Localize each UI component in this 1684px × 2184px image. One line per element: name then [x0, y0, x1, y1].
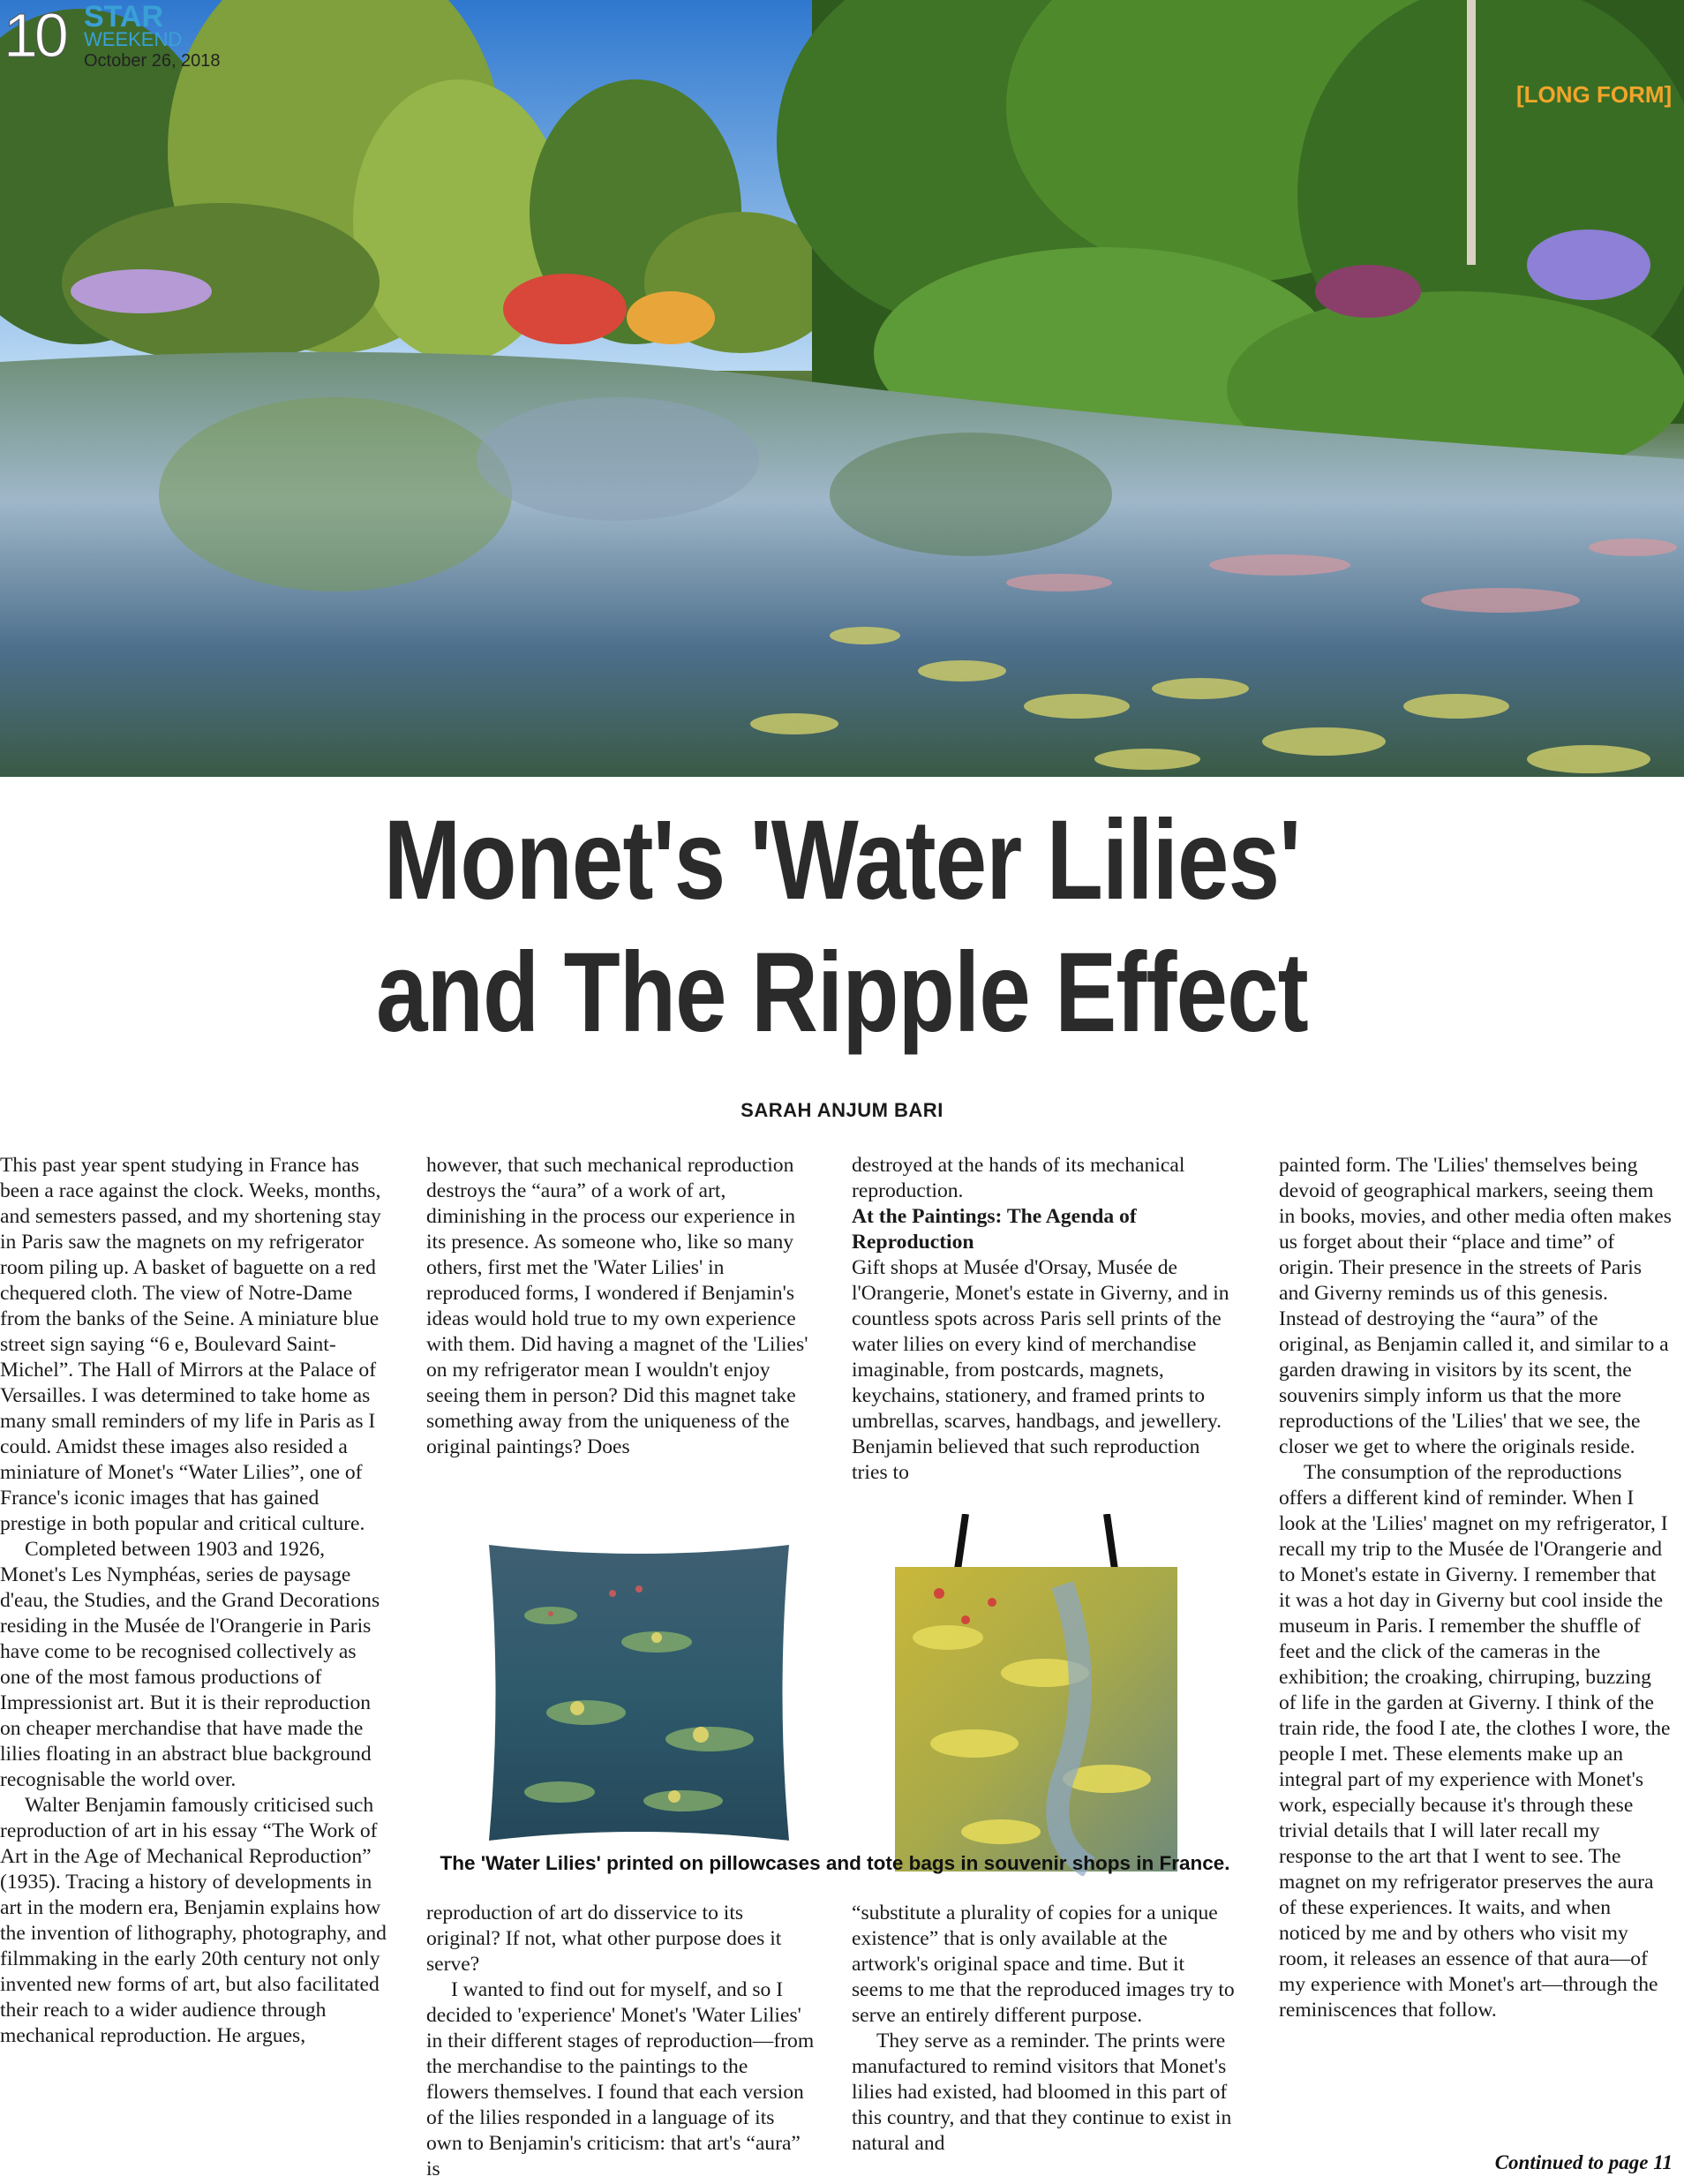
garden-pond-photo-icon: [0, 0, 1684, 777]
paragraph: I wanted to find out for myself, and so I decided to 'experience' Monet's 'Water Lilies' in their different stages of reproduction—from the merchandise to the paintings to the flowers themselves. I found that each version of the lilies responded in a language of its own to Benjamin's criticism: that art's “aura” is: [426, 1978, 815, 2180]
section-label-text: LONG FORM: [1523, 81, 1665, 108]
page-number: 10: [4, 1, 65, 70]
issue-date: October 26, 2018: [84, 51, 221, 71]
paragraph: Completed between 1903 and 1926, Monet's Les Nymphéas, series de paysage d'eau, the Studies, and the Grand Decorations residing in the Musée de l'Orangerie in Paris have come to be recognised collectively as one of the most famous productions of Impressionist art. But it is their reproduction on cheaper merchandise that have made the lilies floating in an abstract blue background recognisable the world over.: [0, 1538, 380, 1791]
paragraph: destroyed at the hands of its mechanical reproduction.: [852, 1154, 1185, 1202]
continued-link[interactable]: Continued to page 11: [1494, 2151, 1673, 2173]
article-column-3-bottom: [852, 1901, 1240, 2157]
pillow-icon: [480, 1536, 798, 1849]
paragraph: however, that such mechanical reproduction destroys the “aura” of a work of art, diminishing in the process our experience in its presence. As someone who, like so many others, first met the 'Water Lilies' in reproduced forms, I wondered if Benjamin's ideas would hold true to my own experience with them. Did having a magnet of the 'Lilies' on my refrigerator mean I wouldn't enjoy seeing them in person? Did this magnet take something away from the uniqueness of the original paintings? Does: [426, 1154, 808, 1458]
subheading: At the Paintings: The Agenda of Reproduction: [852, 1205, 1137, 1254]
paragraph: Gift shops at Musée d'Orsay, Musée de l'Orangerie, Monet's estate in Giverny, and in countless spots across Paris sell prints of the water lilies on every kind of merchandise imaginable, from postcards, magnets, keychains, stationery, and framed prints to umbrellas, scarves, handbags, and jewellery. Benjamin believed that such reproduction tries to: [852, 1256, 1229, 1484]
article-column-3-top: [852, 1153, 1240, 1486]
article-column-1: [0, 1153, 388, 2049]
section-bracket-icon: ]: [1664, 81, 1673, 108]
brand-logo: STAR: [84, 0, 164, 34]
hero-photo: [0, 0, 1684, 777]
paragraph: The consumption of the reproductions offers a different kind of reminder. When I look at the 'Lilies' magnet on my refrigerator, I recall my trip to the Musée de l'Orangerie and to Monet's estate in Giverny. I remember that it was a hot day in Giverny but cool inside the museum in Paris. I remember the shuffle of feet and the click of the cameras in the exhibition; the croaking, chirruping, buzzing of life in the garden at Giverny. I think of the train ride, the food I ate, the clothes I wore, the people I met. These elements make up an integral part of my experience with Monet's work, especially because it's through these trivial details that I will later recall my response to the art that I went to see. The magnet on my refrigerator preserves the aura of these experiences. It waits, and when noticed by me and by others who visit my room, it releases an essence of that aura—of my experience with Monet's art—through the reminiscences that follow.: [1279, 1461, 1671, 2022]
paragraph: painted form. The 'Lilies' themselves being devoid of geographical markers, seeing them in books, movies, and other media often makes us forget about their “place and time” of origin. Their presence in the streets of Paris and Giverny reminds us of this genesis. Instead of destroying the “aura” of the original, as Benjamin called it, and similar to a garden drawing in visitors by its scent, the souvenirs simply inform us that the more reproductions of the 'Lilies' that we see, the closer we get to where the originals reside.: [1279, 1154, 1672, 1458]
article-column-2-top: [426, 1153, 815, 1460]
figure-caption: The 'Water Lilies' printed on pillowcases and tote bags in souvenir shops in France.: [440, 1852, 1230, 1874]
headline: [152, 795, 1533, 1059]
paragraph: reproduction of art do disservice to its original? If not, what other purpose does it serve?: [426, 1902, 782, 1976]
section-bracket-icon: [: [1516, 81, 1524, 108]
byline: SARAH ANJUM BARI: [741, 1099, 943, 1121]
article-column-2-bottom: [426, 1901, 815, 2182]
brand-edition: WEEKEND: [84, 28, 183, 50]
masthead: [0, 0, 282, 79]
headline-line-1: Monet's 'Water Lilies': [383, 797, 1301, 923]
headline-line-2: and The Ripple Effect: [376, 930, 1308, 1056]
paragraph: They serve as a reminder. The prints were manufactured to remind visitors that Monet's lilies had existed, had bloomed in this part of this country, and that they continue to exist in natural and: [852, 2030, 1232, 2155]
paragraph: This past year spent studying in France has been a race against the clock. Weeks, months, and semesters passed, and my shortening stay in Paris saw the magnets on my refrigerator room piling up. A basket of baguette on a red chequered cloth. The view of Notre-Dame from the banks of the Seine. A miniature blue street sign saying “6 e, Boulevard Saint-Michel”. The Hall of Mirrors at the Palace of Versailles. I was determined to take home as many small reminders of my life in Paris as I could. Amidst these images also resided a miniature of Monet's “Water Lilies”, one of France's iconic images that has gained prestige in both popular and critical culture.: [0, 1154, 381, 1535]
tote-bag-icon: [886, 1514, 1186, 1876]
product-figure: [427, 1514, 1244, 1876]
paragraph: “substitute a plurality of copies for a unique existence” that is only available at the artwork's original space and time. But it seems to me that the reproduced images try to serve an entirely different purpose.: [852, 1902, 1235, 2027]
paragraph: Walter Benjamin famously criticised such reproduction of art in his essay “The Work of Art in the Age of Mechanical Reproduction” (1935). Tracing a history of developments in art in the modern era, Benjamin explains how the invention of lithography, photography, and filmmaking in the early 20th century not only invented new forms of art, but also facilitated their reach to a wider audience through mechanical reproduction. He argues,: [0, 1794, 387, 2047]
article-column-4: [1279, 1153, 1672, 2023]
section-label: [1516, 81, 1672, 108]
